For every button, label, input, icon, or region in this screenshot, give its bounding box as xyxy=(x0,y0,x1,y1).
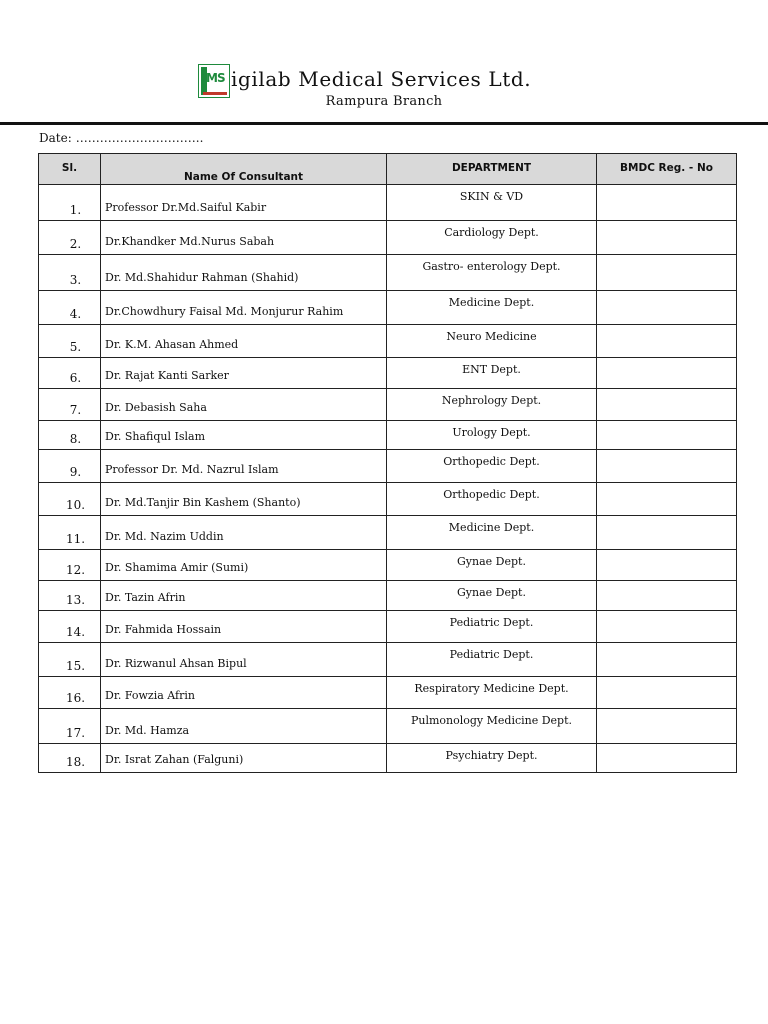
cell-department: Medicine Dept. xyxy=(387,516,597,550)
document-header xyxy=(0,58,768,120)
cell-department: Psychiatry Dept. xyxy=(387,744,597,773)
cell-bmdc-reg xyxy=(597,677,737,709)
consultant-table xyxy=(38,153,737,773)
cell-consultant-name: Dr. Md. Nazim Uddin xyxy=(101,516,387,550)
cell-serial: 18. xyxy=(39,744,101,773)
cell-consultant-name: Dr. Rizwanul Ahsan Bipul xyxy=(101,643,387,677)
table-row xyxy=(39,255,737,291)
cell-bmdc-reg xyxy=(597,421,737,450)
cell-serial: 10. xyxy=(39,483,101,516)
cell-serial: 5. xyxy=(39,325,101,358)
table-row xyxy=(39,185,737,221)
header-divider xyxy=(0,122,768,125)
cell-serial: 2. xyxy=(39,221,101,255)
cell-bmdc-reg xyxy=(597,709,737,744)
cell-serial: 6. xyxy=(39,358,101,389)
column-header-department: DEPARTMENT xyxy=(387,154,597,185)
date-line xyxy=(39,131,207,145)
cell-bmdc-reg xyxy=(597,550,737,581)
cell-department: ENT Dept. xyxy=(387,358,597,389)
cell-consultant-name: Dr. Rajat Kanti Sarker xyxy=(101,358,387,389)
cell-consultant-name: Professor Dr.Md.Saiful Kabir xyxy=(101,185,387,221)
cell-department: Orthopedic Dept. xyxy=(387,483,597,516)
table-row xyxy=(39,744,737,773)
branch-name: Rampura Branch xyxy=(325,94,443,109)
table-row xyxy=(39,709,737,744)
cell-serial: 8. xyxy=(39,421,101,450)
cell-department: Gynae Dept. xyxy=(387,581,597,611)
cell-serial: 15. xyxy=(39,643,101,677)
cell-serial: 7. xyxy=(39,389,101,421)
cell-serial: 17. xyxy=(39,709,101,744)
column-header-name: Name Of Consultant xyxy=(101,154,387,185)
table-row xyxy=(39,358,737,389)
table-row xyxy=(39,483,737,516)
cell-serial: 1. xyxy=(39,185,101,221)
cell-consultant-name: Dr. Tazin Afrin xyxy=(101,581,387,611)
cell-consultant-name: Dr. Debasish Saha xyxy=(101,389,387,421)
cell-consultant-name: Dr. Shafiqul Islam xyxy=(101,421,387,450)
cell-consultant-name: Dr. Md. Hamza xyxy=(101,709,387,744)
cell-department: Gynae Dept. xyxy=(387,550,597,581)
cell-bmdc-reg xyxy=(597,358,737,389)
cell-department: SKIN & VD xyxy=(387,185,597,221)
cell-consultant-name: Professor Dr. Md. Nazrul Islam xyxy=(101,450,387,483)
date-value: ………………………….. xyxy=(75,131,204,145)
cell-consultant-name: Dr. K.M. Ahasan Ahmed xyxy=(101,325,387,358)
cell-bmdc-reg xyxy=(597,643,737,677)
cell-consultant-name: Dr. Md.Shahidur Rahman (Shahid) xyxy=(101,255,387,291)
cell-department: Pediatric Dept. xyxy=(387,611,597,643)
cell-bmdc-reg xyxy=(597,516,737,550)
date-label: Date: xyxy=(39,131,72,145)
column-header-bmdc: BMDC Reg. - No xyxy=(597,154,737,185)
cell-department: Pediatric Dept. xyxy=(387,643,597,677)
cell-serial: 12. xyxy=(39,550,101,581)
cell-bmdc-reg xyxy=(597,255,737,291)
cell-bmdc-reg xyxy=(597,185,737,221)
cell-department: Nephrology Dept. xyxy=(387,389,597,421)
cell-serial: 11. xyxy=(39,516,101,550)
table-header-row xyxy=(39,154,737,185)
cell-consultant-name: Dr. Fowzia Afrin xyxy=(101,677,387,709)
table-row xyxy=(39,611,737,643)
cell-serial: 16. xyxy=(39,677,101,709)
column-header-sl: Sl. xyxy=(39,154,101,185)
table-row xyxy=(39,677,737,709)
table-row xyxy=(39,389,737,421)
cell-department: Neuro Medicine xyxy=(387,325,597,358)
cell-consultant-name: Dr.Chowdhury Faisal Md. Monjurur Rahim xyxy=(101,291,387,325)
cell-department: Medicine Dept. xyxy=(387,291,597,325)
table-row xyxy=(39,221,737,255)
table-row xyxy=(39,643,737,677)
cell-bmdc-reg xyxy=(597,389,737,421)
cell-serial: 14. xyxy=(39,611,101,643)
cell-bmdc-reg xyxy=(597,221,737,255)
cell-department: Respiratory Medicine Dept. xyxy=(387,677,597,709)
cell-department: Cardiology Dept. xyxy=(387,221,597,255)
cell-bmdc-reg xyxy=(597,483,737,516)
table-row xyxy=(39,450,737,483)
table-row xyxy=(39,550,737,581)
cell-serial: 3. xyxy=(39,255,101,291)
table-row xyxy=(39,291,737,325)
cell-consultant-name: Dr. Israt Zahan (Falguni) xyxy=(101,744,387,773)
table-row xyxy=(39,325,737,358)
logo-text: MS xyxy=(206,71,225,85)
cell-department: Urology Dept. xyxy=(387,421,597,450)
cell-serial: 13. xyxy=(39,581,101,611)
cell-bmdc-reg xyxy=(597,450,737,483)
cell-bmdc-reg xyxy=(597,744,737,773)
cell-bmdc-reg xyxy=(597,291,737,325)
cell-serial: 9. xyxy=(39,450,101,483)
cell-bmdc-reg xyxy=(597,581,737,611)
cell-department: Pulmonology Medicine Dept. xyxy=(387,709,597,744)
cell-consultant-name: Dr.Khandker Md.Nurus Sabah xyxy=(101,221,387,255)
table-row xyxy=(39,516,737,550)
cell-serial: 4. xyxy=(39,291,101,325)
company-logo xyxy=(198,64,230,98)
table-row xyxy=(39,581,737,611)
cell-consultant-name: Dr. Shamima Amir (Sumi) xyxy=(101,550,387,581)
cell-bmdc-reg xyxy=(597,325,737,358)
cell-consultant-name: Dr. Md.Tanjir Bin Kashem (Shanto) xyxy=(101,483,387,516)
company-name: igilab Medical Services Ltd. xyxy=(231,67,532,91)
table-row xyxy=(39,421,737,450)
cell-bmdc-reg xyxy=(597,611,737,643)
cell-consultant-name: Dr. Fahmida Hossain xyxy=(101,611,387,643)
cell-department: Gastro- enterology Dept. xyxy=(387,255,597,291)
cell-department: Orthopedic Dept. xyxy=(387,450,597,483)
